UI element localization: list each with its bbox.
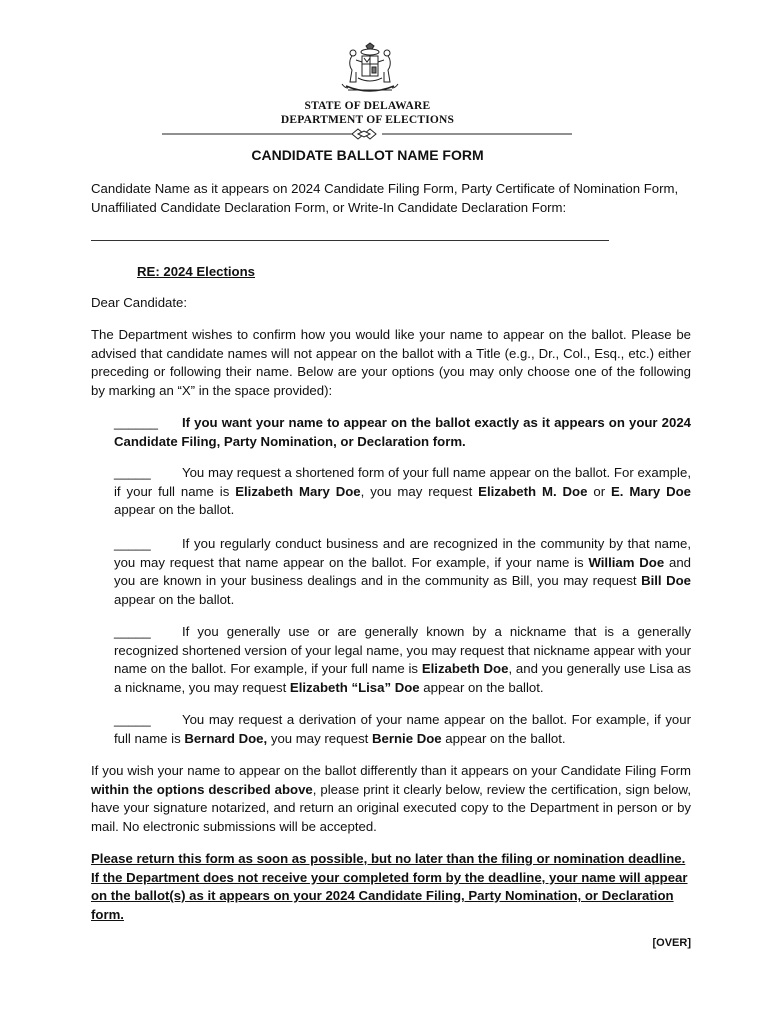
emphasized-text: Elizabeth M. Doe (478, 483, 588, 499)
option-checkbox-blank[interactable]: _____ (114, 465, 151, 480)
option-checkbox-blank[interactable]: _____ (114, 536, 151, 551)
closing-paragraph (91, 762, 691, 836)
option-nickname (114, 623, 691, 697)
body-text: appear on the ballot. (114, 502, 235, 518)
deadline-warning (91, 850, 691, 924)
body-text: , and you generally use Lisa as a nickname, you may request (114, 661, 692, 695)
deadline-warning-text: Please return this form as soon as possible, but no later than the filing or nomination deadline. If the Department does not receive your completed form by the deadline, your name will appear on the ballot(s) as it appears on your 2024 Candidate Filing, Party Nomination, or Declaration form. (91, 851, 688, 922)
body-text: If you regularly conduct business and are recognized in the community by that name, you may request that name appear on the ballot. For example, if your name is (114, 536, 691, 570)
option-shortened-name (114, 464, 691, 520)
department-name: DEPARTMENT OF ELECTIONS (280, 114, 455, 126)
body-text: You may request a shortened form of your full name appear on the ballot. For example, if your full name is (114, 465, 691, 499)
over-marker: [OVER] (652, 937, 691, 949)
body-text: and you are known in your business dealings and in the community as Bill, you may request (114, 554, 692, 589)
body-text: appear on the ballot. (114, 591, 235, 607)
body-text: You may request a derivation of your name appear on the ballot. For example, if your full name is (114, 712, 691, 746)
delaware-state-seal-icon (338, 42, 402, 96)
form-title: CANDIDATE BALLOT NAME FORM (251, 147, 484, 163)
option-business-name (114, 535, 691, 609)
re-line: RE: 2024 Elections (137, 264, 256, 279)
emphasized-text: If you want your name to appear on the ballot exactly as it appears on your 2024 Candidate Filing, Party Nomination, or Declaration form. (114, 415, 691, 449)
emphasized-text: Bill Doe (641, 573, 691, 589)
option-exact-name (114, 414, 691, 451)
emphasized-text: Bernard Doe, (184, 730, 268, 746)
option-checkbox-blank[interactable]: _____ (114, 712, 151, 727)
body-text: appear on the ballot. (441, 730, 566, 746)
state-name: STATE OF DELAWARE (304, 100, 431, 112)
body-text: appear on the ballot. (419, 679, 544, 695)
option-derivation (114, 711, 691, 748)
emphasized-text: Elizabeth Mary Doe (235, 483, 361, 499)
emphasized-text: E. Mary Doe (611, 483, 692, 499)
body-text: If you generally use or are generally known by a nickname that is a generally recognized shortened version of your legal name, you may request that nickname appear with your name on the ballot. For example, if your full name is (114, 624, 691, 677)
emphasized-text: Elizabeth Doe (421, 661, 509, 677)
option-checkbox-blank[interactable]: _____ (114, 624, 151, 639)
candidate-name-line[interactable] (91, 240, 609, 241)
ornamental-divider (162, 127, 572, 141)
emphasized-text: within the options described above (91, 781, 313, 797)
emphasized-text: William Doe (588, 554, 665, 570)
intro-paragraph: The Department wishes to confirm how you would like your name to appear on the ballot. Please be advised that candidate names will not appear on the ballot with a Title (e.g., Dr., Col., Esq., etc.) either preceding or following their name. Below are your options (you may only choose one of the following by marking an “X” in the space provided): (91, 327, 691, 398)
emphasized-text: Bernie Doe (372, 730, 442, 746)
body-text: If you wish your name to appear on the ballot differently than it appears on your Candidate Filing Form (91, 763, 691, 778)
body-text: you may request (267, 730, 373, 746)
body-text: , please print it clearly below, review the certification, sign below, have your signature notarized, and return an original executed copy to the Department in person or by mail. No electronic submissions will be accepted. (91, 781, 691, 834)
emphasized-text: Elizabeth “Lisa” Doe (289, 679, 420, 695)
body-text: or (587, 483, 612, 499)
salutation: Dear Candidate: (91, 295, 188, 310)
candidate-name-instruction: Candidate Name as it appears on 2024 Candidate Filing Form, Party Certificate of Nomination Form, Unaffiliated Candidate Declaration Form, or Write-In Candidate Declaration Form: (91, 181, 679, 215)
body-text: , you may request (360, 483, 479, 499)
option-checkbox-blank[interactable]: ______ (114, 415, 159, 430)
agency-header (0, 99, 735, 127)
